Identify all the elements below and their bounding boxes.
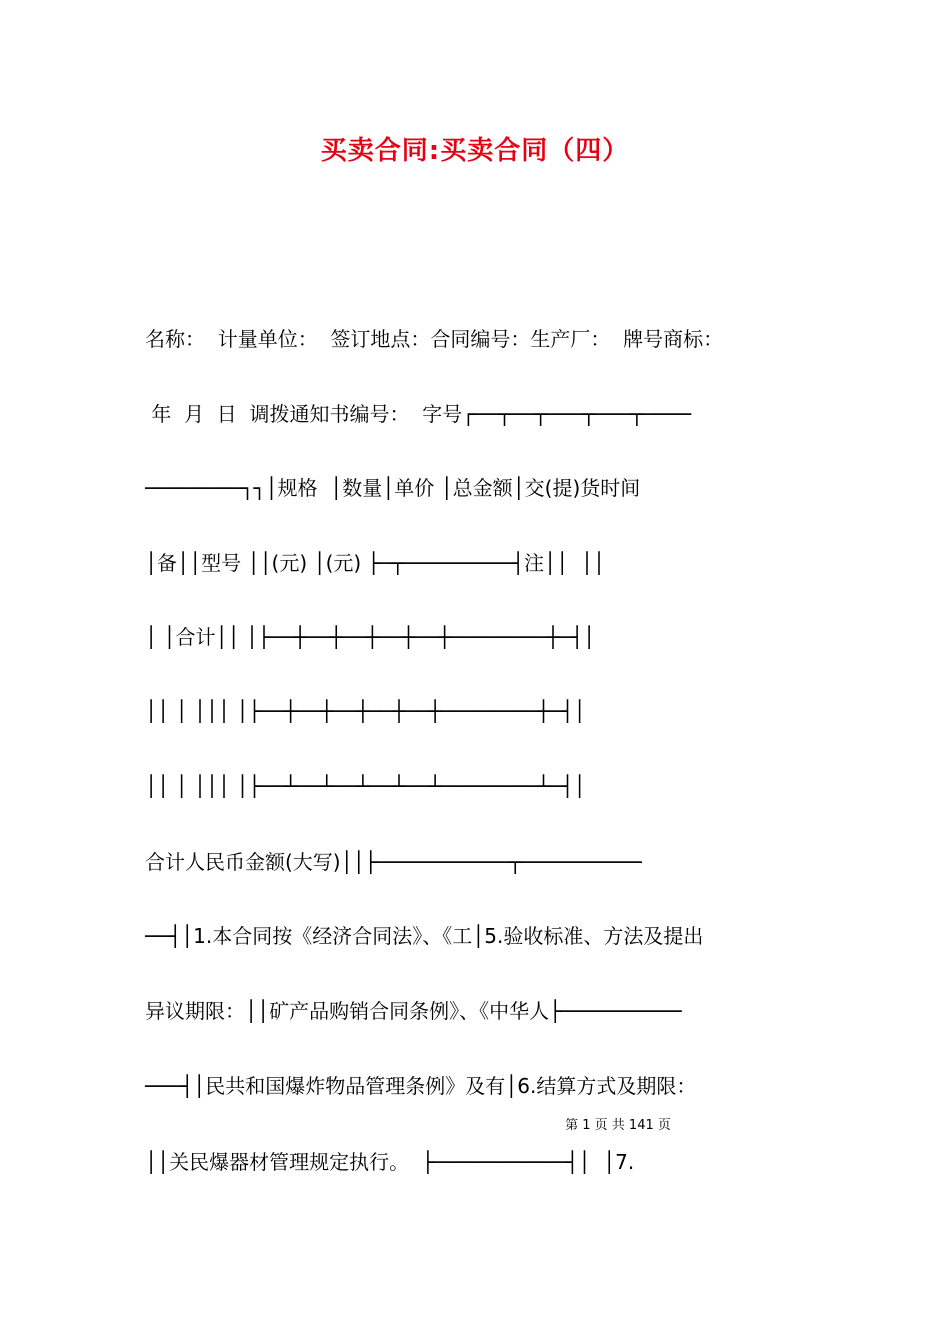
page-footer: 第 1 页 共 141 页 [565,1118,671,1133]
form-line-4: │备││型号 ││(元) │(元) ├─┬─────────┤注││ ││ [145,551,605,575]
form-line-10: 异议期限：││矿产品购销合同条例》、《中华人├────────── [145,999,682,1023]
form-line-1: 名称： 计量单位： 签订地点：合同编号：生产厂： 牌号商标： [145,327,724,351]
form-line-8: 合计人民币金额(大写)││├───────────┬────────── [145,850,642,874]
form-line-11: ───┤│民共和国爆炸物品管理条例》及有│6.结算方式及期限： [145,1074,697,1098]
form-line-5: │ │合计││ │├──┼──┼──┼──┼──┼────────┼─┤│ [145,625,596,649]
form-line-12: ││关民爆器材管理规定执行。 ├───────────┤│ │7. [145,1150,635,1174]
form-line-9: ──┤│1.本合同按《经济合同法》、《工│5.验收标准、方法及提出 [145,924,704,948]
document-title: 买卖合同:买卖合同（四） [320,136,630,166]
form-line-7: ││ │ │││ │├──┴──┴──┴──┴──┴────────┴─┤│ [145,774,586,798]
form-line-6: ││ │ │││ │├──┼──┼──┼──┼──┼────────┼─┤│ [145,699,586,723]
form-line-3: ────────┐┐│规格 │数量│单价 │总金额│交(提)货时间 [145,476,641,500]
form-line-2: 年 月 日 调拨通知书编号： 字号┌──┬──┬───┬───┬──── [145,402,691,426]
